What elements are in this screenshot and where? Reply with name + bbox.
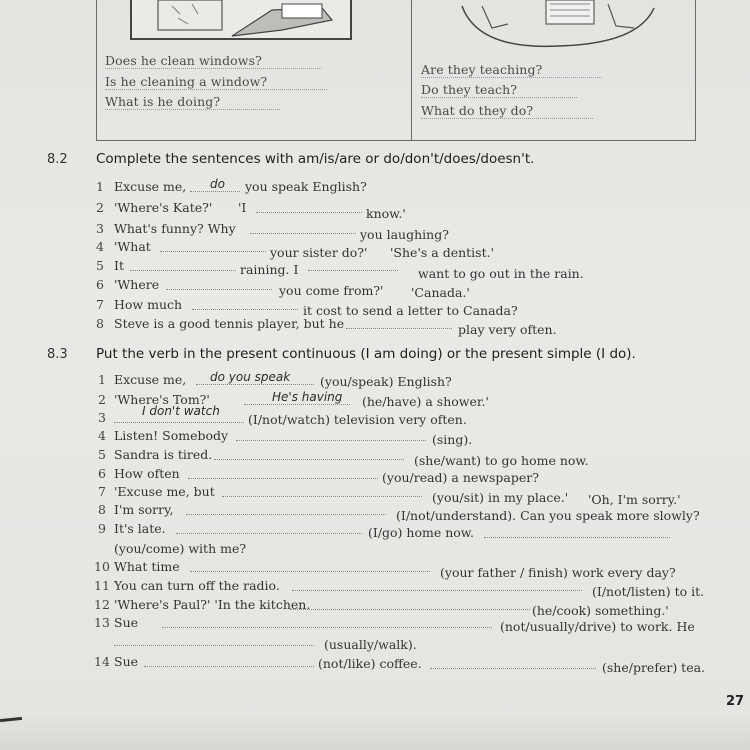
item-number: 1 (96, 179, 104, 194)
item-text: Sue (114, 654, 139, 669)
answer-blank[interactable] (308, 258, 398, 271)
answer-blank[interactable] (484, 525, 670, 538)
item-text: your sister do?' (270, 245, 368, 260)
item-text: (I/not/listen) to it. (592, 584, 705, 599)
item-text: (not/like) coffee. (318, 656, 422, 671)
exercise-item-continued (0, 541, 750, 559)
example-question: What is he doing? (105, 94, 221, 109)
exercise-item (0, 428, 750, 446)
exercise-item (0, 466, 750, 484)
item-text: 'Oh, I'm sorry.' (588, 492, 681, 507)
answer-blank[interactable] (292, 578, 582, 591)
item-number: 3 (96, 221, 104, 236)
item-number: 7 (96, 297, 104, 312)
exercise-item (0, 221, 750, 242)
section-number: 8.2 (47, 152, 68, 167)
answer-blank[interactable] (346, 316, 452, 329)
item-text: know.' (366, 206, 406, 221)
item-text: (you/come) with me? (114, 541, 247, 556)
exercise-item (0, 277, 750, 300)
handwritten-answer: He's having (272, 390, 343, 404)
item-number: 2 (98, 392, 106, 407)
item-number: 6 (98, 466, 106, 481)
item-number: 10 (94, 559, 110, 574)
item-number: 5 (96, 258, 104, 273)
exercise-item (0, 578, 750, 599)
answer-blank[interactable] (430, 656, 596, 669)
item-number: 2 (96, 200, 104, 215)
answer-blank[interactable] (176, 521, 362, 534)
section-instruction: Put the verb in the present continuous (I am doing) or the present simple (I do). (96, 346, 636, 362)
example-question: Do they teach? (421, 82, 518, 97)
item-number: 13 (94, 615, 110, 630)
section-instruction: Complete the sentences with am/is/are or do/don't/does/doesn't. (96, 151, 535, 167)
item-text: (I/not/understand). Can you speak more slowly? (396, 508, 700, 523)
item-text: Steve is a good tennis player, but he (114, 316, 345, 331)
item-text: play very often. (458, 322, 557, 337)
exercise-item (0, 597, 750, 618)
item-text: (you/read) a newspaper? (382, 470, 539, 485)
item-text: Listen! Somebody (114, 428, 229, 443)
item-text: (usually/walk). (324, 637, 417, 652)
answer-blank[interactable] (144, 654, 314, 667)
item-text: 'Where's Tom?' (114, 392, 210, 407)
item-number: 4 (98, 428, 106, 443)
item-text: you come from?' (279, 283, 384, 298)
exercise-item (0, 239, 750, 260)
example-question: Does he clean windows? (105, 53, 262, 68)
item-text: 'What (114, 239, 151, 254)
example-question: Is he cleaning a window? (105, 74, 268, 89)
exercise-item (0, 258, 750, 281)
item-text: 'Where's Paul?' 'In the kitchen. (114, 597, 311, 612)
answer-blank[interactable] (166, 277, 272, 290)
exercise-item (0, 404, 750, 428)
item-text: What time (114, 559, 180, 574)
exercise-item (0, 372, 750, 390)
handwritten-answer: do you speak (210, 370, 291, 384)
item-text: It (114, 258, 124, 273)
item-text: 'Where (114, 277, 160, 292)
item-text: 'She's a dentist.' (390, 245, 495, 260)
item-text: want to go out in the rain. (418, 266, 584, 281)
item-text: How much (114, 297, 183, 312)
item-number: 4 (96, 239, 104, 254)
item-text: (she/prefer) tea. (602, 660, 706, 675)
item-number: 1 (98, 372, 106, 387)
exercise-item (0, 502, 750, 523)
item-text: (he/cook) something.' (532, 603, 669, 618)
item-number: 3 (98, 410, 106, 425)
example-question: What do they do? (421, 103, 534, 118)
item-text: (not/usually/drive) to work. He (500, 619, 695, 634)
page-number: 27 (726, 694, 745, 709)
item-text: (I/go) home now. (368, 525, 474, 540)
answer-blank[interactable] (188, 466, 378, 479)
item-text: It's late. (114, 521, 166, 536)
item-text: you laughing? (360, 227, 449, 242)
exercise-item (0, 297, 750, 318)
item-number: 8 (98, 502, 106, 517)
answer-blank[interactable] (290, 597, 530, 610)
teachers-illustration (458, 0, 658, 48)
item-text: You can turn off the radio. (114, 578, 280, 593)
handwritten-answer: do (210, 177, 225, 191)
exercise-item (0, 200, 750, 221)
exercise-item (0, 521, 750, 539)
item-text: 'Canada.' (411, 285, 470, 300)
answer-blank[interactable] (214, 447, 404, 460)
item-number: 7 (98, 484, 106, 499)
answer-blank[interactable] (160, 239, 266, 252)
answer-blank[interactable] (236, 428, 426, 441)
item-text: (your father / finish) work every day? (440, 565, 676, 580)
item-text: Sue (114, 615, 139, 630)
example-question: Are they teaching? (421, 62, 543, 77)
exercise-item (0, 615, 750, 633)
item-text: (you/sit) in my place.' (432, 490, 569, 505)
item-text: (you/speak) English? (320, 374, 452, 389)
answer-blank[interactable] (162, 615, 492, 628)
section-number: 8.3 (47, 347, 68, 362)
exercise-item (0, 179, 750, 197)
item-text: 'Where's Kate?' (114, 200, 213, 215)
panel-divider (411, 0, 412, 140)
item-number: 8 (96, 316, 104, 331)
item-number: 6 (96, 277, 104, 292)
exercise-item (0, 654, 750, 675)
exercise-item (0, 484, 750, 507)
item-text: Excuse me, (114, 179, 187, 194)
exercise-item (0, 392, 750, 410)
item-text: I'm sorry, (114, 502, 174, 517)
item-text: you speak English? (245, 179, 367, 194)
answer-blank[interactable] (250, 221, 356, 234)
item-text: (I/not/watch) television very often. (248, 412, 467, 427)
item-number: 9 (98, 521, 106, 536)
answer-blank[interactable] (256, 200, 362, 213)
answer-blank[interactable] (190, 559, 430, 572)
answer-blank[interactable] (222, 484, 422, 497)
exercise-item (0, 559, 750, 580)
answer-blank[interactable] (186, 502, 386, 515)
item-number: 12 (94, 597, 110, 612)
exercise-item (0, 316, 750, 337)
item-text: How often (114, 466, 180, 481)
answer-blank[interactable] (114, 633, 314, 646)
window-cleaner-illustration (130, 0, 352, 40)
answer-blank[interactable] (130, 258, 236, 271)
item-number: 14 (94, 654, 110, 669)
answer-blank[interactable] (192, 297, 298, 310)
item-text: (he/have) a shower.' (362, 394, 489, 409)
handwritten-answer: I don't watch (142, 404, 220, 418)
item-text: Excuse me, (114, 372, 187, 387)
item-text: Sandra is tired. (114, 447, 213, 462)
item-text: 'I (238, 200, 247, 215)
item-text: (sing). (432, 432, 473, 447)
item-text: it cost to send a letter to Canada? (303, 303, 518, 318)
item-text: raining. I (240, 262, 299, 277)
exercise-item-continued (0, 633, 750, 651)
item-number: 5 (98, 447, 106, 462)
exercise-item (0, 447, 750, 468)
item-text: What's funny? Why (114, 221, 236, 236)
page-shadow (0, 712, 750, 750)
item-text: 'Excuse me, but (114, 484, 215, 499)
item-number: 11 (94, 578, 110, 593)
item-text: (she/want) to go home now. (414, 453, 589, 468)
